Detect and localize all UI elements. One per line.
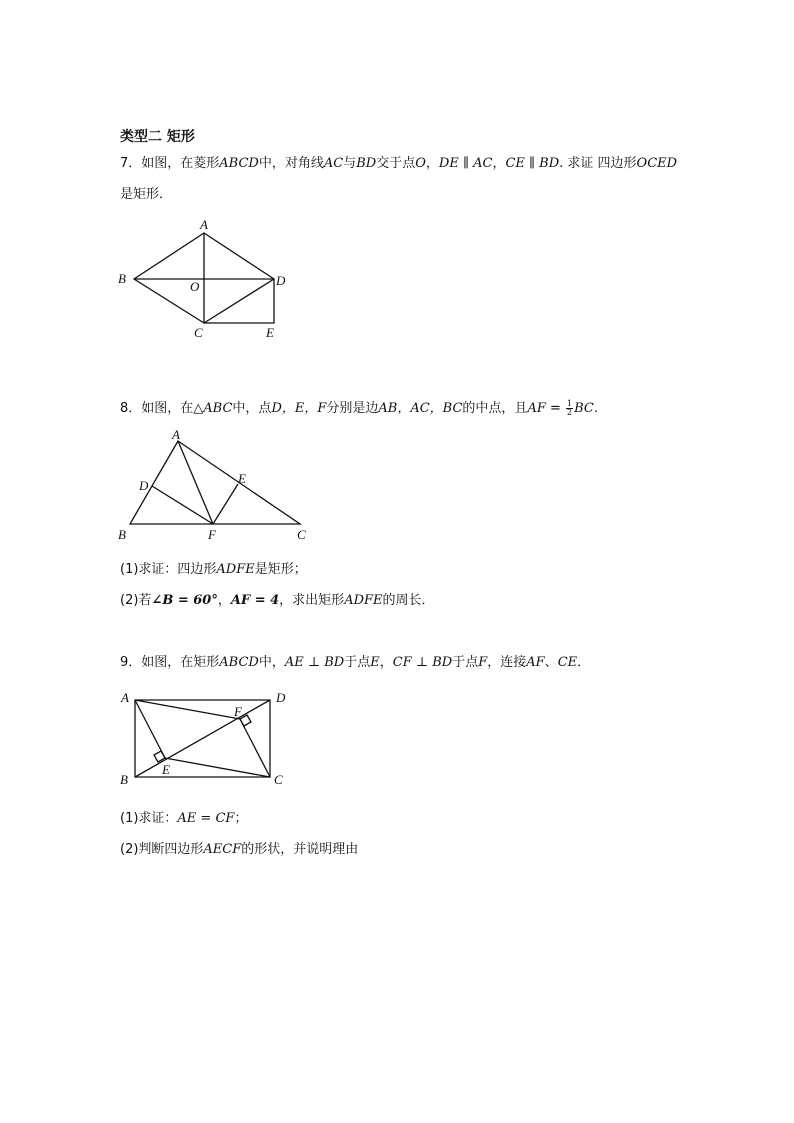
q9-statement-line1 [120, 654, 590, 672]
q9-part1 [120, 810, 247, 828]
q9-label-a: A [121, 690, 129, 705]
q7-text: 与 [343, 156, 357, 171]
q8-part2-math-af: AF = 4 [230, 593, 280, 608]
q8-fraction-one-half [566, 400, 573, 417]
q8-label-f: F [208, 527, 216, 542]
q7-statement-line1 [120, 155, 677, 173]
q9-part2 [120, 841, 358, 859]
q8-label-c: C [297, 527, 306, 542]
q8-statement-line1 [120, 400, 598, 418]
q9-segment-af [135, 700, 240, 719]
q8-part1-math-adfe: ADFE [216, 562, 255, 577]
q7-math-bd: BD [356, 156, 377, 171]
q8-text: . [593, 401, 599, 416]
q8-part1-text: 是矩形； [254, 562, 307, 577]
q9-text: 于点 [452, 655, 479, 670]
q9-text: ． [577, 655, 591, 670]
q7-math-abcd: ABCD [219, 156, 259, 171]
q8-math-equals: = [545, 401, 566, 416]
q8-part2-math-angle-b: ∠B = 60° [151, 593, 218, 608]
q9-math-f: F [478, 655, 488, 670]
q7-rhombus-figure [110, 215, 310, 345]
q9-text: ，连接 [487, 655, 527, 670]
q7-text: 交于点 [376, 156, 416, 171]
q7-statement-line2: 是矩形． [120, 187, 173, 202]
q8-math-triangle-abc: △ABC [193, 401, 233, 416]
q8-part2-text: ， [217, 593, 231, 608]
q7-text: . 求证 四边形 [559, 156, 637, 171]
q7-text: ， [425, 156, 439, 171]
q9-segment-ae [135, 700, 165, 758]
q9-math-ae-perp-bd: AE ⊥ BD [284, 655, 345, 670]
q7-label-o: O [190, 279, 200, 294]
q9-part1-math-ae-equals-cf: AE = CF [177, 811, 235, 826]
q9-text: 、 [544, 655, 558, 670]
q9-math-af: AF [526, 655, 545, 670]
q8-label-e: E [238, 471, 246, 486]
q7-label-c: C [194, 325, 203, 340]
q9-text: ， [379, 655, 393, 670]
q8-triangle-abc [130, 441, 300, 524]
q9-math-cf-perp-bd: CF ⊥ BD [392, 655, 453, 670]
q9-label-c: C [274, 772, 283, 787]
q8-part2 [120, 592, 435, 610]
q8-label-d: D [139, 478, 149, 493]
q8-math-def: D，E，F [271, 401, 327, 416]
q9-math-e: E [370, 655, 380, 670]
q9-segment-cf [240, 719, 270, 777]
q8-label-b: B [118, 527, 126, 542]
q9-text: 中， [258, 655, 285, 670]
q7-label-d: D [276, 273, 286, 288]
q9-part1-text: ； [234, 811, 248, 826]
q8-text: 分别是边 [326, 401, 379, 416]
q7-math-de-parallel-ac: DE ∥ AC [438, 156, 493, 171]
q9-part2-text: 的形状，并说明理由 [241, 842, 359, 857]
q7-text: 中，对角线 [258, 156, 324, 171]
q7-math-ac: AC [323, 156, 344, 171]
q8-math-sides: AB，AC，BC [378, 401, 463, 416]
q7-text: 7．如图，在菱形 [120, 156, 220, 171]
q7-label-a: A [200, 217, 208, 232]
q8-math-bc: BC [574, 401, 594, 416]
q7-math-oced: OCED [636, 156, 678, 171]
section-title: 类型二 矩形 [120, 129, 195, 145]
q8-segment-df [152, 486, 213, 524]
q9-part2-text: (2)判断四边形 [120, 842, 204, 857]
q8-label-a: A [172, 427, 180, 442]
q9-math-ce: CE [557, 655, 578, 670]
q8-triangle-figure [110, 427, 320, 545]
q9-label-b: B [120, 772, 128, 787]
q9-label-e: E [162, 762, 170, 777]
q8-part2-text: (2)若 [120, 593, 152, 608]
q8-part2-text: ，求出矩形 [279, 593, 345, 608]
q9-part1-text: (1)求证： [120, 811, 178, 826]
q8-text: 8．如图，在 [120, 401, 194, 416]
q9-text: 9．如图，在矩形 [120, 655, 220, 670]
q7-label-b: B [118, 271, 126, 286]
q8-math-af: AF [527, 401, 546, 416]
q9-part2-math-aecf: AECF [203, 842, 242, 857]
q7-text: ， [492, 156, 506, 171]
q9-math-abcd: ABCD [219, 655, 259, 670]
q9-label-f: F [234, 704, 242, 719]
q9-text: 于点 [344, 655, 371, 670]
q7-label-e: E [266, 325, 274, 340]
q7-math-ce-parallel-bd: CE ∥ BD [505, 156, 560, 171]
q9-label-d: D [276, 690, 286, 705]
q8-fraction-numerator: 1 [567, 399, 573, 408]
q8-text: 中，点 [232, 401, 272, 416]
q8-part2-text: 的周长． [382, 593, 435, 608]
q8-part1-text: (1)求证：四边形 [120, 562, 217, 577]
q9-segment-ce [165, 758, 270, 777]
q8-fraction-denominator: 2 [567, 408, 573, 417]
q8-part1 [120, 561, 307, 579]
q8-segment-ef [213, 484, 238, 524]
q8-text: 的中点，且 [462, 401, 528, 416]
q7-math-o: O [415, 156, 426, 171]
q9-rectangle-figure [110, 685, 300, 790]
q8-part2-math-adfe: ADFE [344, 593, 383, 608]
